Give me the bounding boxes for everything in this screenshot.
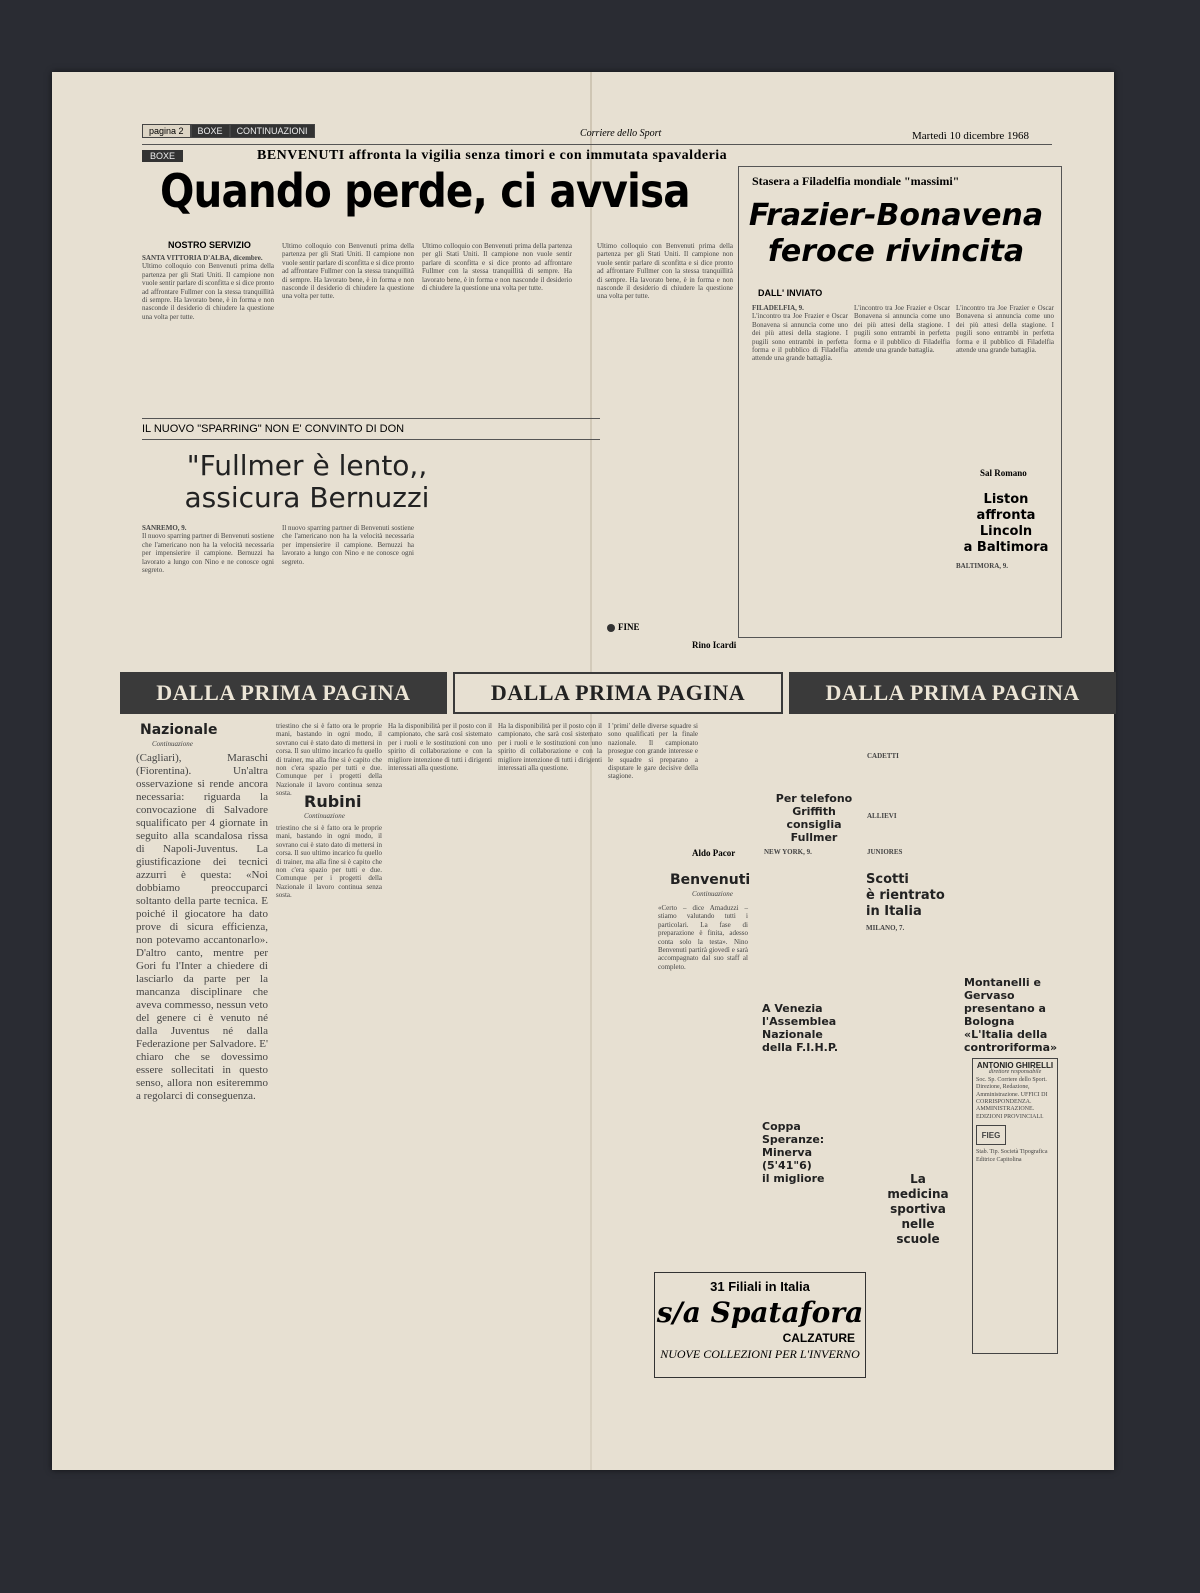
scotti-line2: è rientrato [866, 888, 945, 903]
griffith-title [770, 792, 858, 844]
banner-center: DALLA PRIMA PAGINA [453, 672, 784, 714]
sparring-kicker: IL NUOVO "SPARRING" NON E' CONVINTO DI DON [142, 418, 600, 440]
lead-col-4 [597, 242, 733, 642]
griffith-line4: Fullmer [790, 831, 838, 844]
rubini-note: Continuazione [304, 812, 345, 820]
medicina-line1: La medicina [887, 1172, 949, 1201]
imprint-printer: Stab. Tip. Società Tipografica Editrice Capitolina [976, 1149, 1048, 1163]
venezia-line1: A Venezia [762, 1002, 823, 1015]
masthead: Corriere dello Sport [580, 128, 662, 139]
middle-left-col-2: Ha la disponibilità per il posto con il campionato, che sarà così sistemato per i ruoli e le sostituzioni con uno spirito di collaborazione e con la migliore intenzione di tutti i dirigenti interessati alla questione. [498, 722, 603, 773]
allievi-label: ALLIEVI [867, 812, 897, 820]
frazier-dateline: FILADELFIA, 9. [752, 304, 804, 312]
liston-col [956, 562, 1054, 632]
griffith-line1: Per telefono [775, 792, 853, 805]
newspaper-sheet [52, 72, 1114, 1470]
benvenuti-cont-body: «Certo – dice Amaduzzi – stiamo valutando tutti i particolari. La fase di preparazione è finita, adesso conta solo la testa». Nino Benvenuti partirà giovedì e sarà accompagnato dal suo staff al completo. [658, 904, 748, 971]
lead-body-cont-3: Ultimo colloquio con Benvenuti prima della partenza per gli Stati Uniti. Il campione non vuole sentir parlare di sconfitta e si dice pronto ad affrontare Fullmer con la stessa tranquillità di sempre. Ha lavorato bene, è in forma e non nasconde il desiderio di chiudere la questione una volta per tutte. [597, 242, 733, 301]
issue-date: Martedì 10 dicembre 1968 [912, 130, 1029, 142]
fieg-logo: FIEG [976, 1125, 1006, 1145]
banner-right: DALLA PRIMA PAGINA [789, 672, 1116, 714]
nazionale-title: Nazionale [140, 722, 218, 738]
spatafora-ad [654, 1272, 866, 1378]
lead-byline: NOSTRO SERVIZIO [168, 240, 251, 250]
coppa-line3: il migliore [762, 1172, 825, 1185]
frazier-body-cont-2: L'incontro tra Joe Frazier e Oscar Bonavena si annuncia come uno dei più attesi della stagione. I pugili sono entrambi in perfetta forma e il pubblico di Filadelfia attende una grande battaglia. [956, 304, 1054, 355]
frazier-headline-line2: feroce rivincita [767, 234, 1025, 269]
sparring-dateline: SANREMO, 9. [142, 524, 187, 532]
medicina-line2: sportiva [890, 1202, 946, 1216]
frazier-body-cont: L'incontro tra Joe Frazier e Oscar Bonavena si annuncia come uno dei più attesi della stagione. I pugili sono entrambi in perfetta forma e il pubblico di Filadelfia attende una grande battaglia. [854, 304, 950, 355]
sparring-headline-line2: assicura Bernuzzi [184, 481, 430, 514]
lead-body-cont-2: Ultimo colloquio con Benvenuti prima della partenza per gli Stati Uniti. Il campione non vuole sentir parlare di sconfitta e si dice pronto ad affrontare Fullmer con la stessa tranquillità di sempre. Ha lavorato bene, è in forma e non nasconde il desiderio di chiudere la questione una volta per tutte. [422, 242, 572, 293]
venezia-line3: della F.I.H.P. [762, 1041, 839, 1054]
coppa-line2: Minerva (5'41"6) [762, 1146, 813, 1172]
montanelli-line3: «L'Italia della [964, 1028, 1048, 1041]
frazier-col-2 [854, 304, 950, 630]
benvenuti-cont-note: Continuazione [692, 890, 733, 898]
frazier-signature: Sal Romano [980, 468, 1027, 478]
frazier-col-1 [752, 304, 848, 630]
page-number: pagina 2 [142, 124, 191, 138]
benvenuti-cont-title: Benvenuti [670, 872, 751, 888]
sparring-headline-line1: "Fullmer è lento,, [186, 449, 428, 482]
montanelli-line2: presentano a Bologna [964, 1002, 1046, 1028]
lead-headline: Quando perde, ci avvisa [160, 164, 690, 218]
sparring-body-cont: Il nuovo sparring partner di Benvenuti sostiene che l'americano non ha la velocità necessaria per impensierire il campione. Bernuzzi ha lavorato a lungo con Nino e ne conosce ogni segreto. [282, 524, 414, 566]
venezia-title [762, 1002, 862, 1054]
rubini-intro: triestino che si è fatto ora le proprie mani, bastando in ogni modo, il sovrano cui è stato dato di mettersi in corsa. Il suo ultimo incarico fu quello di trainer, ma alla fine si è capito che non c'era spazio per tutti e due. Comunque per i progetti della Nazionale il lavoro continua senza sosta. [276, 722, 382, 798]
end-mark-icon [607, 624, 615, 632]
sparring-headline [142, 450, 472, 514]
frazier-headline [746, 198, 1046, 270]
scotti-line1: Scotti [866, 872, 909, 887]
griffith-line2: Griffith [792, 805, 836, 818]
lead-dateline: SANTA VITTORIA D'ALBA, dicembre. [142, 254, 263, 262]
lead-end-mark: FINE [618, 622, 640, 632]
venezia-line2: l'Assemblea Nazionale [762, 1015, 837, 1041]
lead-col-1 [142, 254, 274, 406]
liston-headline [956, 492, 1056, 556]
griffith-body [764, 848, 860, 988]
liston-line4: a Baltimora [963, 540, 1049, 555]
montanelli-line1: Montanelli e Gervaso [964, 976, 1041, 1002]
imprint-title: ANTONIO GHIRELLI [976, 1061, 1054, 1070]
griffith-line3: consiglia [786, 818, 842, 831]
montanelli-title [964, 976, 1064, 1054]
imprint-body: Soc. Sp. Corriere dello Sport. Direzione, Redazione, Amministrazione. UFFICI DI CORRISPONDENZA. AMMINISTRAZIONE. EDIZIONI PROVINCIALI. [976, 1076, 1048, 1120]
coppa-line1: Coppa Speranze: [762, 1120, 825, 1146]
middle-right-col: I 'primi' delle diverse squadre si sono qualificati per la finale nazionale. Il campionato prosegue con grande interesse e le squadre si preparano a disputare le gare decisive della stagione. [608, 722, 698, 781]
cadetti-label: CADETTI [867, 752, 899, 760]
frazier-body: L'incontro tra Joe Frazier e Oscar Bonavena si annuncia come uno dei più attesi della stagione. I pugili sono entrambi in perfetta forma e il pubblico di Filadelfia attende una grande battaglia. [752, 312, 848, 363]
sparring-col-1 [142, 524, 274, 664]
medicina-line3: nelle scuole [896, 1217, 940, 1246]
imprint-role: direttore responsabile [988, 1069, 1042, 1076]
liston-line2: affronta [976, 508, 1036, 523]
header-rule [142, 144, 1052, 145]
lead-col-2 [282, 242, 414, 406]
ad-line4: NUOVE COLLEZIONI PER L'INVERNO [660, 1347, 860, 1361]
liston-dateline: BALTIMORA, 9. [956, 562, 1009, 570]
rubini-title: Rubini [304, 792, 362, 811]
continuation-banner [120, 672, 1116, 714]
frazier-kicker: Stasera a Filadelfia mondiale "massimi" [752, 174, 960, 188]
montanelli-line4: controriforma» [964, 1041, 1058, 1054]
lead-signature: Rino Icardi [692, 640, 737, 650]
scotti-dateline: MILANO, 7. [866, 924, 905, 932]
lead-body-cont: Ultimo colloquio con Benvenuti prima della partenza per gli Stati Uniti. Il campione non vuole sentir parlare di sconfitta e si dice pronto ad affrontare Fullmer con la stessa tranquillità di sempre. Ha lavorato bene, è in forma e non nasconde il desiderio di chiudere la questione una volta per tutte. [282, 242, 414, 301]
ad-line1: 31 Filiali in Italia [710, 1279, 810, 1294]
frazier-col-3 [956, 304, 1054, 470]
nazionale-note: Continuazione [152, 740, 193, 748]
frazier-byline: DALL' INVIATO [758, 288, 823, 298]
section-label: BOXE [191, 124, 230, 138]
griffith-dateline: NEW YORK, 9. [764, 848, 812, 856]
medicina-body [866, 1222, 962, 1452]
ad-line3: CALZATURE [782, 1331, 855, 1345]
imprint-box [972, 1058, 1058, 1354]
middle-left-col-1: Ha la disponibilità per il posto con il campionato, che sarà così sistemato per i ruoli e le sostituzioni con uno spirito di collaborazione e con la migliore intenzione di tutti i dirigenti interessati alla questione. [388, 722, 493, 773]
lead-body: Ultimo colloquio con Benvenuti prima della partenza per gli Stati Uniti. Il campione non vuole sentir parlare di sconfitta e si dice pronto ad affrontare Fullmer con la stessa tranquillità di sempre. Ha lavorato bene, è in forma e non nasconde il desiderio di chiudere la questione una volta per tutte. [142, 262, 274, 321]
nazionale-body: (Cagliari), Maraschi (Fiorentina). Un'altra osservazione si rende ancora necessaria: riguarda la convocazione di Salvadore squalificato per 4 giornate in seguito alla scandalosa rissa di Napoli-Juventus. La giustificazione dei tecnici azzurri è questa: «Noi dobbiamo preoccuparci soltanto della parte tecnica. E poiché il giocatore ha dato prove di sicura efficienza, non potevamo accantonarlo». D'altro canto, mentre per Gori fu l'Inter a chiedere di lasciarlo da parte per la mancanza disciplinare che aveva commesso, nessun veto del genere ci è venuto né dalla Juventus né dalla Federazione per Salvadore. E' chiaro che se dovessimo essere sollecitati in questo senso, allora non esiteremmo a regolarci di conseguenza. [136, 752, 268, 1102]
scotti-line3: in Italia [866, 904, 922, 919]
liston-line3: Lincoln [979, 524, 1033, 539]
frazier-headline-line1: Frazier-Bonavena [748, 198, 1044, 233]
benvenuti-cont-signature: Aldo Pacor [692, 848, 736, 858]
lead-kicker: BENVENUTI affronta la vigilia senza timori e con immutata spavalderia [257, 148, 728, 163]
banner-left: DALLA PRIMA PAGINA [120, 672, 447, 714]
scotti-title [866, 872, 956, 920]
liston-line1: Liston [983, 492, 1029, 507]
rubini-body: triestino che si è fatto ora le proprie mani, bastando in ogni modo, il sovrano cui è stato dato di mettersi in corsa. Il suo ultimo incarico fu quello di trainer, ma alla fine si è capito che non c'era spazio per tutti e due. Comunque per i progetti della Nazionale il lavoro continua senza sosta. [276, 824, 382, 900]
page-header-strip [142, 124, 315, 138]
coppa-title [762, 1120, 862, 1185]
sparring-body: Il nuovo sparring partner di Benvenuti sostiene che l'americano non ha la velocità necessaria per impensierire il campione. Bernuzzi ha lavorato a lungo con Nino e ne conosce ogni segreto. [142, 532, 274, 575]
ad-brand-logo: s/a Spatafora [656, 1296, 864, 1329]
subsection-label: CONTINUAZIONI [230, 124, 315, 138]
sparring-col-2 [282, 524, 414, 664]
lead-tag: BOXE [142, 150, 183, 162]
scotti-body [866, 924, 962, 1124]
juniores-label: JUNIORES [867, 848, 903, 856]
